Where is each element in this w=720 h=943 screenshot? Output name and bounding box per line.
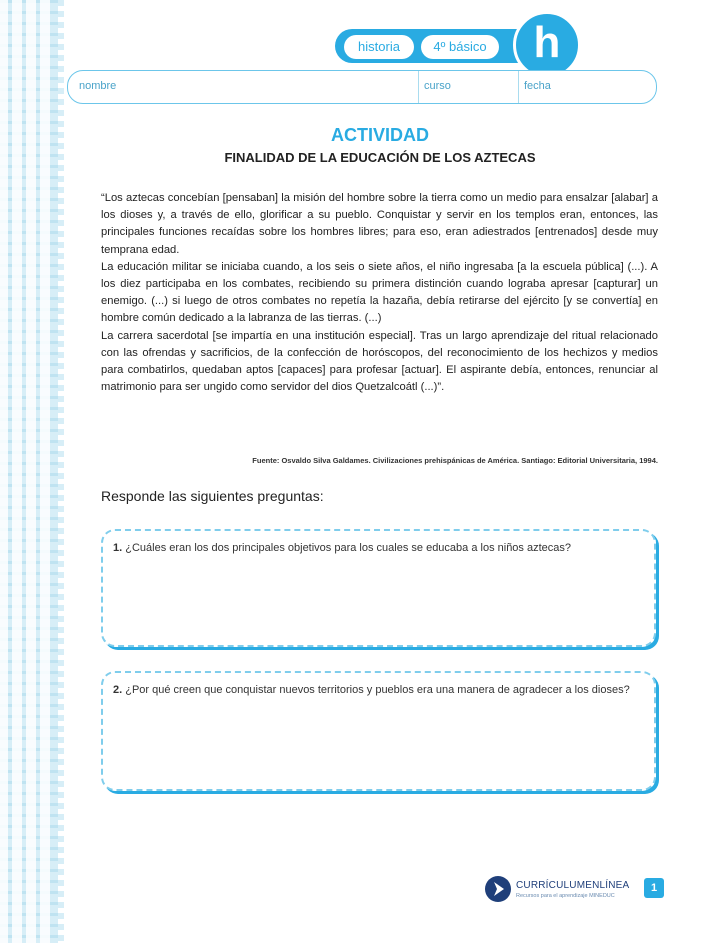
question-number: 1. bbox=[113, 542, 123, 554]
paragraph: “Los aztecas concebían [pensaban] la misión del hombre sobre la tierra como un medio para ensalzar [alabar] a los dioses y, a través de ello, glorificar a su pueblo. Conquistar y servir en los templos eran, entonces, las principales funciones recaídas sobre los hombres libres; para eso, eran adiestrados [entrenados] desde muy temprana edad. bbox=[101, 192, 658, 256]
course-field-label: curso bbox=[424, 80, 451, 92]
h-logo-icon: h bbox=[513, 11, 581, 79]
student-info-box bbox=[67, 70, 657, 104]
question-text: ¿Por qué creen que conquistar nuevos territorios y pueblos era una manera de agradecer a los dioses? bbox=[125, 684, 630, 696]
curriculum-logo-icon bbox=[485, 876, 511, 902]
subject-label: historia bbox=[344, 35, 414, 59]
paragraph: La carrera sacerdotal [se impartía en una institución especial]. Tras un largo aprendizaje del ritual relacionado con las ofrendas y sacrificios, de la confección de horóscopos, del reconocimiento de los hechizos y medios para combatirlos, quedaban aptos [capaces] para profesar [actuar]. El aspirante debía, entonces, renunciar al matrimonio para ser ungido como servidor del dios Quetzalcoátl (...)”. bbox=[101, 329, 658, 394]
paragraph: La educación militar se iniciaba cuando, a los seis o siete años, el niño ingresaba [a la escuela pública] (...). A los diez participaba en los combates, recibiendo su primera distinción cuando lograba apresar [capturar] un enemigo. (...) si luego de otros combates no repetía la hazaña, debía retirarse del ejército [y se convertía] en hombre común dedicado a la labranza de las tierras. (...) bbox=[101, 260, 658, 325]
name-field-label: nombre bbox=[79, 80, 117, 92]
decorative-side-strip bbox=[0, 0, 62, 943]
source-text bbox=[101, 190, 658, 396]
page-number: 1 bbox=[644, 878, 664, 898]
brand-tagline: Recursos para el aprendizaje MINEDUC bbox=[516, 893, 615, 899]
answer-box-2[interactable] bbox=[101, 671, 656, 791]
source-citation: Fuente: Osvaldo Silva Galdames. Civilizaciones prehispánicas de América. Santiago: Editorial Universitaria, 1994. bbox=[252, 456, 658, 465]
instructions-heading: Responde las siguientes preguntas: bbox=[101, 488, 324, 504]
question-text: ¿Cuáles eran los dos principales objetivos para los cuales se educaba a los niños aztecas? bbox=[125, 542, 572, 554]
strip-edge bbox=[58, 0, 64, 943]
page-title: ACTIVIDAD bbox=[331, 125, 429, 145]
date-field-label: fecha bbox=[524, 80, 551, 92]
page-subtitle: FINALIDAD DE LA EDUCACIÓN DE LOS AZTECAS bbox=[224, 150, 536, 165]
brand-name: CURRÍCULUMENLÍNEA bbox=[516, 880, 630, 891]
question-2 bbox=[113, 683, 643, 697]
divider bbox=[418, 71, 419, 103]
question-1 bbox=[113, 541, 643, 555]
grade-label: 4º básico bbox=[421, 35, 499, 59]
question-number: 2. bbox=[113, 684, 123, 696]
answer-box-1[interactable] bbox=[101, 529, 656, 647]
divider bbox=[518, 71, 519, 103]
